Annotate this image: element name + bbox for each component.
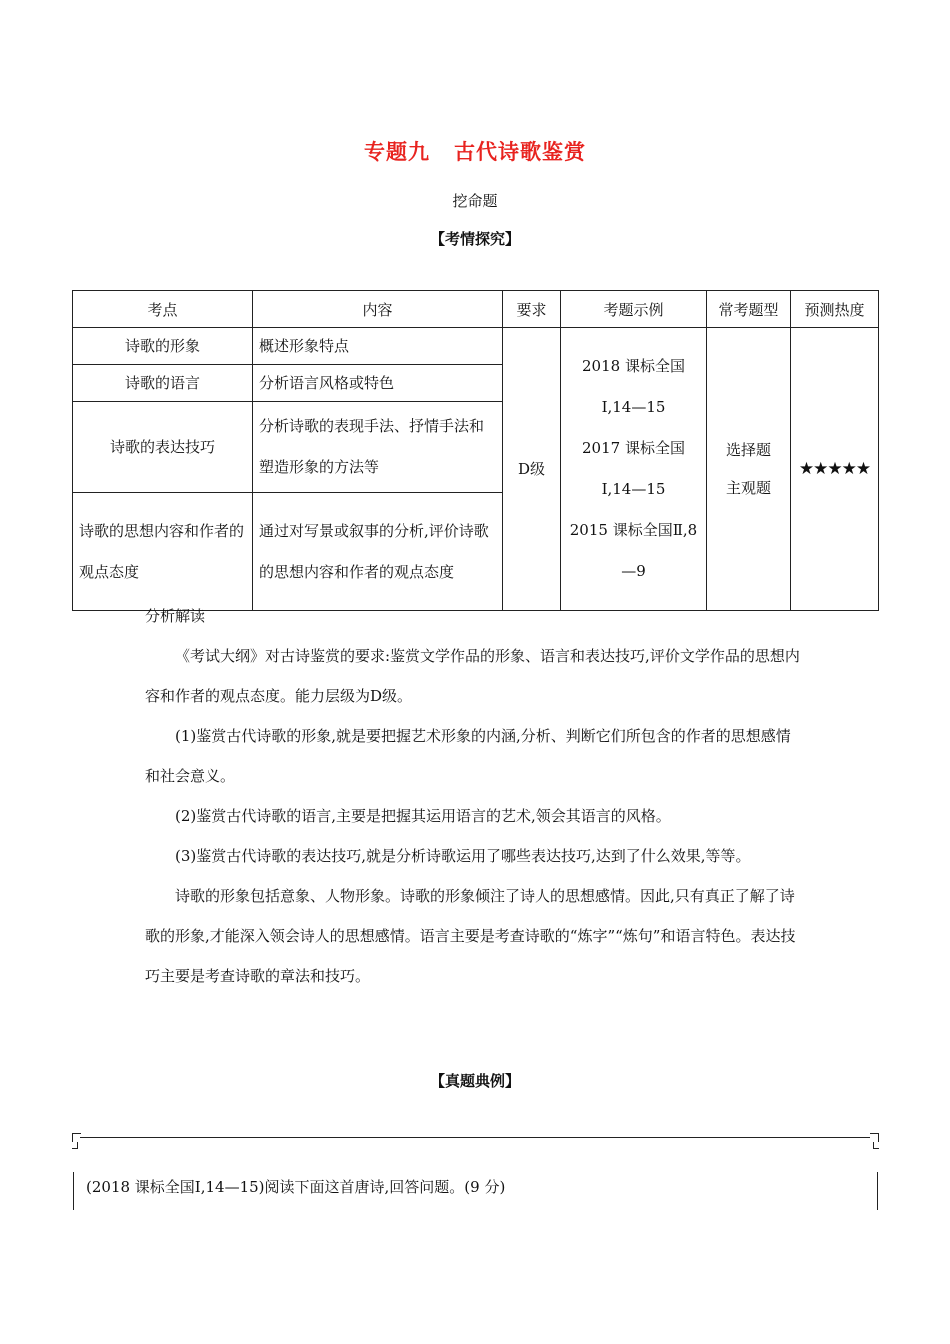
- exam-point: 诗歌的表达技巧: [73, 402, 253, 493]
- heat-rating: ★★★★★: [791, 328, 879, 611]
- frame-corner-right: [870, 1133, 879, 1142]
- analysis-heading: 分析解读: [145, 607, 206, 625]
- analysis-section: [145, 596, 805, 996]
- header-cell: 考点: [73, 291, 253, 328]
- analysis-paragraph: 《考试大纲》对古诗鉴赏的要求:鉴赏文学作品的形象、语言和表达技巧,评价文学作品的思想内容和作者的观点态度。能力层级为D级。: [145, 647, 800, 705]
- exam-content: 分析语言风格或特色: [253, 365, 503, 402]
- frame-ornament-left: [72, 1142, 78, 1149]
- exam-point: 诗歌的语言: [73, 365, 253, 402]
- question-text: (2018 课标全国Ⅰ,14—15)阅读下面这首唐诗,回答问题。(9 分): [86, 1178, 506, 1196]
- exam-content: 概述形象特点: [253, 328, 503, 365]
- analysis-paragraph: (2)鉴赏古代诗歌的语言,主要是把握其运用语言的艺术,领会其语言的风格。: [175, 807, 671, 825]
- frame-ornament-right: [873, 1142, 879, 1149]
- frame-left-border: [73, 1172, 74, 1210]
- analysis-paragraph: (1)鉴赏古代诗歌的形象,就是要把握艺术形象的内涵,分析、判断它们所包含的作者的思想感情和社会意义。: [145, 727, 791, 785]
- examples-cell: 2018 课标全国 Ⅰ,14—15 2017 课标全国 Ⅰ,14—15 2015 课标全国Ⅱ,8 —9: [561, 328, 707, 611]
- header-cell: 常考题型: [707, 291, 791, 328]
- exam-table: [72, 290, 879, 611]
- requirement-cell: D级: [503, 328, 561, 611]
- header-cell: 预测热度: [791, 291, 879, 328]
- exam-point: 诗歌的形象: [73, 328, 253, 365]
- table-header-row: [73, 291, 879, 328]
- subtitle: 挖命题: [452, 192, 498, 210]
- analysis-paragraph: (3)鉴赏古代诗歌的表达技巧,就是分析诗歌运用了哪些表达技巧,达到了什么效果,等等。: [175, 847, 751, 865]
- exam-point: 诗歌的思想内容和作者的观点态度: [73, 493, 253, 611]
- section-heading-exam-analysis: 【考情探究】: [429, 230, 520, 248]
- types-cell: 选择题 主观题: [707, 328, 791, 611]
- frame-top-border: [80, 1137, 870, 1138]
- page-title: 专题九 古代诗歌鉴赏: [364, 140, 586, 164]
- table-row: [73, 328, 879, 365]
- exam-content: 分析诗歌的表现手法、抒情手法和塑造形象的方法等: [253, 402, 503, 493]
- frame-right-border: [877, 1172, 878, 1210]
- header-cell: 要求: [503, 291, 561, 328]
- header-cell: 内容: [253, 291, 503, 328]
- frame-corner-left: [72, 1133, 81, 1142]
- analysis-paragraph: 诗歌的形象包括意象、人物形象。诗歌的形象倾注了诗人的思想感情。因此,只有真正了解了诗歌的形象,才能深入领会诗人的思想感情。语言主要是考查诗歌的“炼字”“炼句”和语言特色。表达技巧主要是考查诗歌的章法和技巧。: [145, 887, 796, 985]
- section-heading-examples: 【真题典例】: [429, 1072, 520, 1090]
- exam-content: 通过对写景或叙事的分析,评价诗歌的思想内容和作者的观点态度: [253, 493, 503, 611]
- header-cell: 考题示例: [561, 291, 707, 328]
